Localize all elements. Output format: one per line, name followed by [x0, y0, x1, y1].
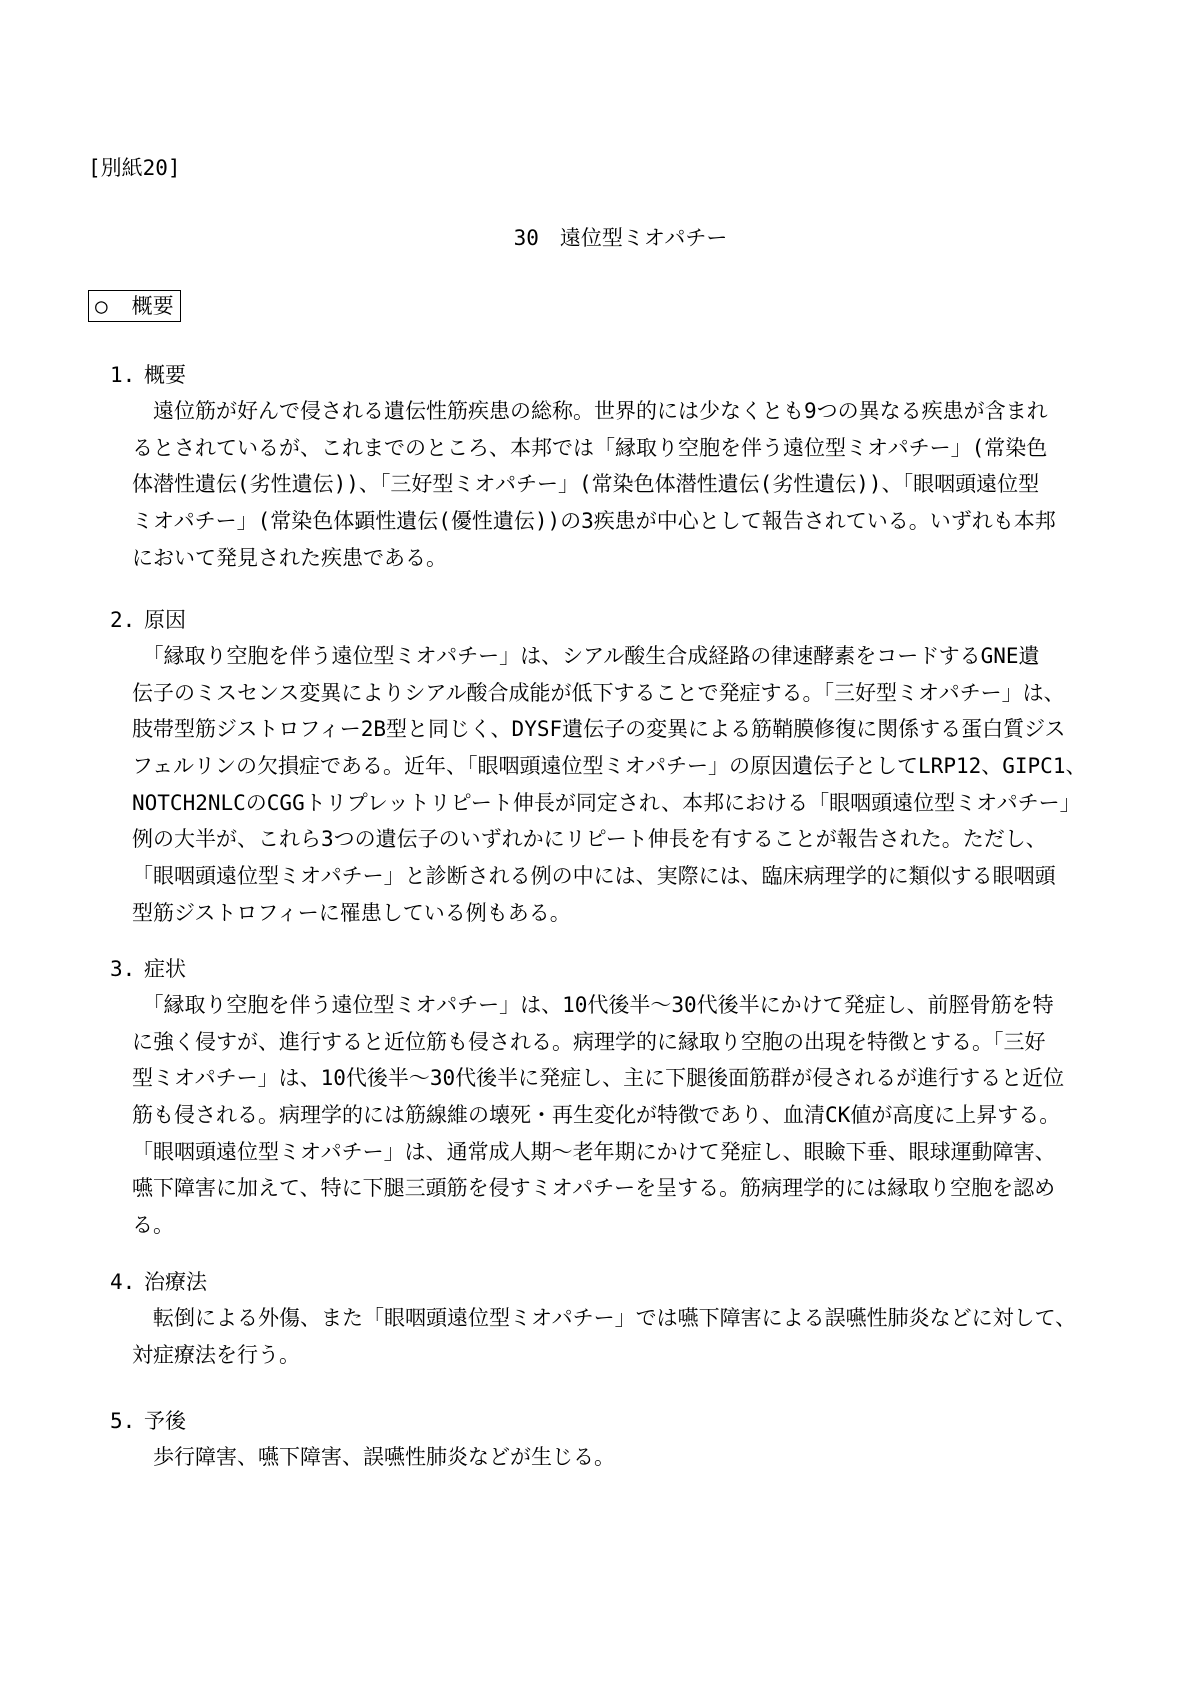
section-heading-text: 治療法 [144, 1270, 207, 1294]
section-heading-text: 概要 [144, 363, 186, 387]
paragraph-line: 嚥下障害に加えて、特に下腿三頭筋を侵すミオパチーを呈する。筋病理学的には縁取り空胞を認め [132, 1176, 1056, 1201]
section-heading [110, 1403, 1090, 1439]
paragraph-line: ミオパチー」(常染色体顕性遺伝(優性遺伝))の3疾患が中心として報告されている。いずれも本邦 [132, 509, 1056, 534]
paragraph-line: 型ミオパチー」は、10代後半～30代後半に発症し、主に下腿後面筋群が侵されるが進行すると近位 [132, 1066, 1065, 1091]
paragraph-line: NOTCH2NLCのCGGトリプレットリピート伸長が同定され、本邦における「眼咽頭遠位型ミオパチー」 [132, 790, 1081, 815]
circle-symbol: ○ [95, 294, 108, 318]
section-heading [110, 1264, 1090, 1300]
overview-boxed-heading [88, 290, 181, 322]
paragraph-line: 肢帯型筋ジストロフィー2B型と同じく、DYSF遺伝子の変異による筋鞘膜修復に関係する蛋白質ジス [132, 717, 1066, 742]
paragraph-line: 筋も侵される。病理学的には筋線維の壊死・再生変化が特徴であり、血清CK値が高度に上昇する。 [132, 1103, 1061, 1128]
paragraph-line: 「縁取り空胞を伴う遠位型ミオパチー」は、10代後半～30代後半にかけて発症し、前脛骨筋を特 [132, 993, 1054, 1017]
paragraph-line: 「眼咽頭遠位型ミオパチー」と診断される例の中には、実際には、臨床病理学的に類似する眼咽頭 [132, 864, 1056, 889]
section-1 [110, 357, 1090, 576]
paragraph-line: 型筋ジストロフィーに罹患している例もある。 [132, 900, 571, 925]
paragraph-line: において発見された疾患である。 [132, 545, 447, 570]
section-heading-text: 原因 [144, 608, 186, 632]
paragraph-line: 「眼咽頭遠位型ミオパチー」は、通常成人期～老年期にかけて発症し、眼瞼下垂、眼球運動障害、 [132, 1139, 1056, 1164]
paragraph-line: るとされているが、これまでのところ、本邦では「縁取り空胞を伴う遠位型ミオパチー」(常染色 [132, 435, 1048, 460]
section-number: 4. [110, 1270, 136, 1294]
paragraph-line: 歩行障害、嚥下障害、誤嚥性肺炎などが生じる。 [132, 1445, 615, 1469]
section-number: 2. [110, 608, 136, 632]
section-heading [110, 357, 1090, 393]
paragraph-line: 例の大半が、これら3つの遺伝子のいずれかにリピート伸長を有することが報告された。ただし、 [132, 827, 1047, 852]
paragraph-line: 転倒による外傷、また「眼咽頭遠位型ミオパチー」では嚥下障害による誤嚥性肺炎などに対して、 [132, 1306, 1077, 1330]
annex-label: [別紙20] [88, 156, 181, 180]
paragraph-line: る。 [132, 1213, 174, 1238]
paragraph-line: 遠位筋が好んで侵される遺伝性筋疾患の総称。世界的には少なくとも9つの異なる疾患が含まれ [132, 399, 1048, 423]
section-heading [110, 951, 1090, 987]
section-number: 5. [110, 1409, 136, 1433]
document-title: 30 遠位型ミオパチー [513, 226, 728, 250]
section-heading-text: 症状 [144, 957, 186, 981]
section-3 [110, 951, 1090, 1244]
overview-heading-label: 概要 [131, 294, 174, 318]
section-number: 3. [110, 957, 136, 981]
section-heading [110, 602, 1090, 638]
section-4 [110, 1264, 1090, 1373]
section-number: 1. [110, 363, 136, 387]
section-2 [110, 602, 1090, 932]
section-5 [110, 1403, 1090, 1476]
section-heading-text: 予後 [144, 1409, 186, 1433]
paragraph-line: 伝子のミスセンス変異によりシアル酸合成能が低下することで発症する。「三好型ミオパチー」は、 [132, 680, 1065, 705]
paragraph-line: 体潜性遺伝(劣性遺伝))、「三好型ミオパチー」(常染色体潜性遺伝(劣性遺伝))、「眼咽頭遠位型 [132, 472, 1040, 497]
paragraph-line: 対症療法を行う。 [132, 1342, 300, 1367]
paragraph-line: に強く侵すが、進行すると近位筋も侵される。病理学的に縁取り空胞の出現を特徴とする。「三好 [132, 1029, 1046, 1054]
paragraph-line: フェルリンの欠損症である。近年、「眼咽頭遠位型ミオパチー」の原因遺伝子としてLRP12、GIPC1、 [132, 754, 1087, 779]
paragraph-line: 「縁取り空胞を伴う遠位型ミオパチー」は、シアル酸生合成経路の律速酵素をコードするGNE遺 [132, 644, 1040, 668]
